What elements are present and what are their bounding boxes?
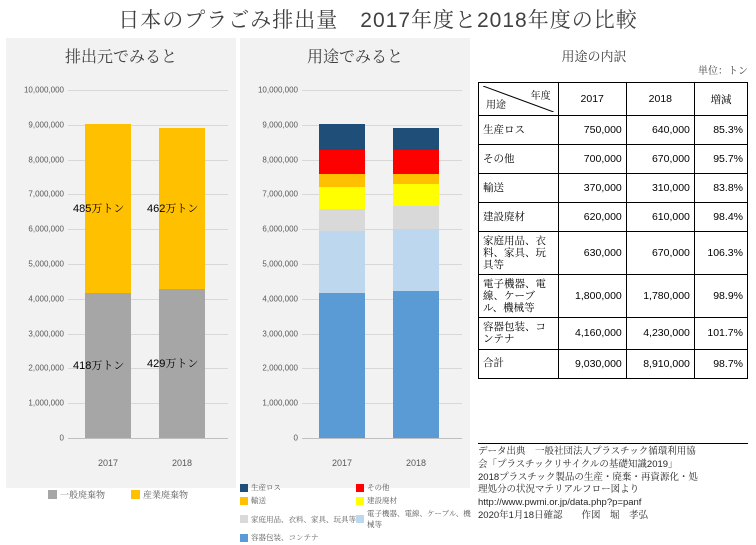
legend-label-electronics: 電子機器、電線、ケーブル、機械等	[367, 509, 471, 529]
bar-segment	[319, 231, 365, 294]
row-2018: 8,910,000	[626, 349, 694, 378]
row-2018: 670,000	[626, 145, 694, 174]
legend-label-construction: 建設廃材	[367, 496, 397, 505]
left-xtick-2018: 2018	[171, 458, 193, 468]
bar-segment	[319, 293, 365, 438]
legend-label-general-waste: 一般廃棄物	[59, 490, 105, 500]
y-axis-tick: 6,000,000	[262, 224, 298, 234]
bar-2018	[159, 90, 205, 438]
row-2018: 640,000	[626, 116, 694, 145]
left-chart-title: 排出元でみると	[64, 49, 177, 66]
legend-swatch-production-loss	[240, 484, 248, 492]
legend-swatch-general-waste	[48, 490, 57, 499]
y-axis-tick: 4,000,000	[262, 294, 298, 304]
table-row	[479, 232, 748, 275]
note-line-3: 2018プラスチック製品の生産・廃棄・再資源化・処	[478, 471, 698, 483]
row-2017: 750,000	[558, 116, 626, 145]
row-2018: 4,230,000	[626, 318, 694, 349]
y-axis-tick: 0	[293, 433, 298, 443]
row-2018: 610,000	[626, 203, 694, 232]
row-2017: 630,000	[558, 232, 626, 275]
row-change: 98.9%	[694, 275, 747, 318]
row-label: その他	[479, 145, 559, 174]
row-2017: 700,000	[558, 145, 626, 174]
row-2018: 1,780,000	[626, 275, 694, 318]
bar-segment	[393, 206, 439, 229]
y-axis-tick: 2,000,000	[262, 363, 298, 373]
table-header-row	[479, 83, 748, 116]
table-row	[479, 116, 748, 145]
bar-2018	[393, 90, 439, 438]
source-note	[478, 446, 752, 523]
table-corner-year-label: 年度	[530, 91, 551, 102]
right-chart-title: 用途でみると	[306, 49, 403, 66]
legend-swatch-household	[240, 515, 248, 523]
x-axis-line	[302, 438, 462, 439]
y-axis-tick: 4,000,000	[28, 294, 64, 304]
note-line-4: 理処分の状況マテリアルフロー図より	[478, 484, 640, 496]
bar-segment	[319, 124, 365, 150]
y-axis-tick: 6,000,000	[28, 224, 64, 234]
row-change: 106.3%	[694, 232, 747, 275]
legend-swatch-electronics	[356, 515, 364, 523]
y-axis-tick: 3,000,000	[28, 329, 64, 339]
table-title: 用途の内訳	[561, 49, 627, 64]
note-line-2: 会「プラスチックリサイクルの基礎知識2019」	[478, 458, 678, 470]
row-change: 98.7%	[694, 349, 747, 378]
legend-swatch-other	[356, 484, 364, 492]
table-row-total	[479, 349, 748, 378]
bar-value-label: 418万トン	[73, 360, 125, 373]
chart-panel-usage	[240, 38, 470, 488]
bar-segment	[319, 174, 365, 187]
bar-segment	[319, 150, 365, 174]
table-corner-header	[479, 83, 559, 116]
table-corner-usage-label: 用途	[486, 100, 506, 111]
row-2017: 4,160,000	[558, 318, 626, 349]
legend-label-packaging: 容器包装、コンテナ	[251, 533, 319, 542]
legend-label-household: 家庭用品、衣料、家具、玩具等	[251, 514, 356, 524]
row-change: 85.3%	[694, 116, 747, 145]
legend-swatch-industrial-waste	[131, 490, 140, 499]
right-chart-plot	[240, 78, 470, 453]
row-change: 98.4%	[694, 203, 747, 232]
row-label: 輸送	[479, 174, 559, 203]
row-2018: 310,000	[626, 174, 694, 203]
y-axis-tick: 3,000,000	[262, 329, 298, 339]
legend-label-transport: 輸送	[251, 496, 266, 505]
table-row	[479, 203, 748, 232]
legend-label-industrial-waste: 産業廃棄物	[143, 490, 189, 500]
note-divider	[478, 443, 748, 444]
row-label: 容器包装、コンテナ	[479, 318, 559, 349]
right-xtick-2017: 2017	[331, 458, 353, 468]
row-change: 95.7%	[694, 145, 747, 174]
usage-breakdown-table	[478, 82, 748, 379]
legend-swatch-packaging	[240, 534, 248, 542]
bar-segment	[393, 128, 439, 150]
y-axis-tick: 2,000,000	[28, 363, 64, 373]
x-axis-line	[68, 438, 228, 439]
bar-segment	[393, 291, 439, 438]
table-row	[479, 275, 748, 318]
row-2017: 1,800,000	[558, 275, 626, 318]
right-chart-legend	[240, 482, 472, 545]
chart-panel-source	[6, 38, 236, 488]
bar-segment	[319, 187, 365, 209]
y-axis-tick: 8,000,000	[262, 155, 298, 165]
legend-swatch-transport	[240, 497, 248, 505]
table-header-2018: 2018	[626, 83, 694, 116]
left-chart-plot	[6, 78, 236, 453]
left-chart-legend	[8, 488, 236, 501]
row-2017: 620,000	[558, 203, 626, 232]
table-row	[479, 145, 748, 174]
note-line-1: データ出典 一般社団法人プラスチック循環利用協	[478, 446, 696, 457]
y-axis-tick: 7,000,000	[28, 189, 64, 199]
right-xtick-2018: 2018	[405, 458, 427, 468]
note-line-5: http://www.pwmi.or.jp/data.php?p=panf	[478, 497, 642, 509]
bar-segment	[393, 150, 439, 173]
row-change: 101.7%	[694, 318, 747, 349]
y-axis-tick: 1,000,000	[28, 398, 64, 408]
row-2017: 370,000	[558, 174, 626, 203]
legend-label-production-loss: 生産ロス	[251, 483, 281, 492]
y-axis-tick: 9,000,000	[28, 120, 64, 130]
row-2017: 9,030,000	[558, 349, 626, 378]
row-change: 83.8%	[694, 174, 747, 203]
row-label: 合計	[479, 349, 559, 378]
bar-value-label: 485万トン	[73, 203, 125, 216]
y-axis-tick: 1,000,000	[262, 398, 298, 408]
row-label: 生産ロス	[479, 116, 559, 145]
table-header-change: 増減	[694, 83, 747, 116]
bar-value-label: 462万トン	[147, 203, 199, 216]
bar-segment	[393, 184, 439, 205]
row-label: 電子機器、電線、ケーブル、機械等	[479, 275, 559, 318]
table-header-2017: 2017	[558, 83, 626, 116]
legend-label-other: その他	[367, 483, 390, 492]
table-row	[479, 174, 748, 203]
y-axis-tick: 8,000,000	[28, 155, 64, 165]
bar-segment	[393, 174, 439, 185]
bar-2017	[319, 90, 365, 438]
y-axis-tick: 7,000,000	[262, 189, 298, 199]
left-xtick-2017: 2017	[97, 458, 119, 468]
y-axis-tick: 9,000,000	[262, 120, 298, 130]
bar-2017	[85, 90, 131, 438]
row-label: 家庭用品、衣料、家具、玩具等	[479, 232, 559, 275]
y-axis-tick: 0	[59, 433, 64, 443]
note-line-6: 2020年1月18日確認 作図 堀 孝弘	[478, 510, 648, 522]
table-unit-label: 単位：トン	[698, 66, 748, 77]
y-axis-tick: 5,000,000	[28, 259, 64, 269]
bar-segment	[393, 229, 439, 291]
table-row	[479, 318, 748, 349]
bar-segment	[319, 209, 365, 231]
y-axis-tick: 10,000,000	[23, 85, 64, 95]
bar-value-label: 429万トン	[147, 358, 199, 371]
row-label: 建設廃材	[479, 203, 559, 232]
row-2018: 670,000	[626, 232, 694, 275]
page-title: 日本のプラごみ排出量 2017年度と2018年度の比較	[118, 9, 638, 32]
y-axis-tick: 10,000,000	[257, 85, 298, 95]
y-axis-tick: 5,000,000	[262, 259, 298, 269]
legend-swatch-construction	[356, 497, 364, 505]
